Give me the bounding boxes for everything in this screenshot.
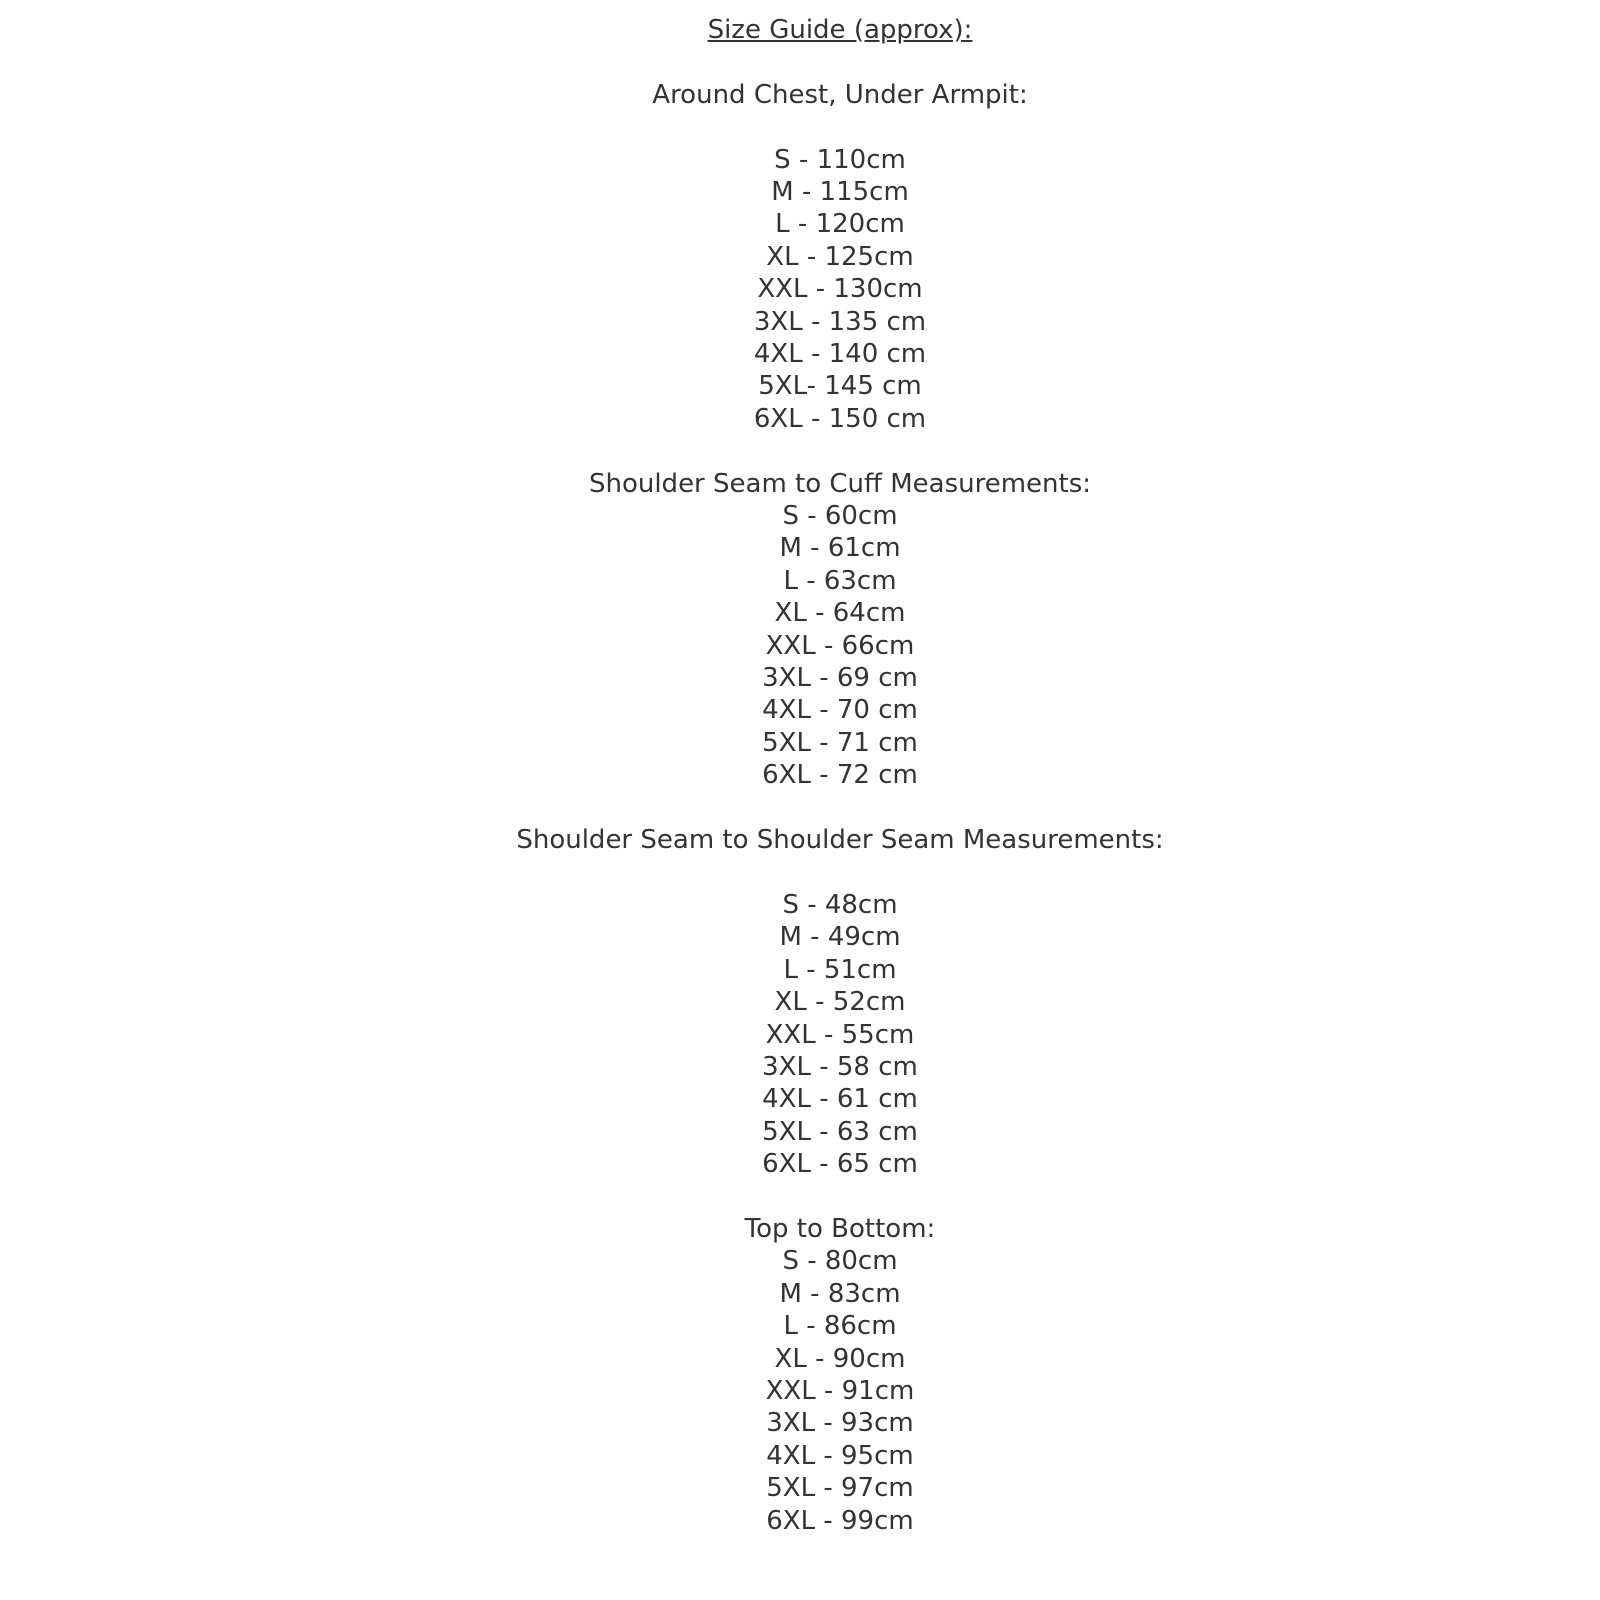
size-section <box>80 468 1600 792</box>
size-line: L - 86cm <box>783 1311 897 1342</box>
size-line: 6XL - 99cm <box>766 1505 914 1536</box>
size-line: XL - 52cm <box>774 987 906 1018</box>
section-heading: Top to Bottom: <box>744 1213 936 1244</box>
size-line: XL - 64cm <box>774 598 906 629</box>
size-line: 4XL - 70 cm <box>762 695 918 726</box>
size-line: 5XL - 71 cm <box>762 727 918 758</box>
size-line: M - 61cm <box>779 533 901 564</box>
size-guide-document <box>80 0 1600 1537</box>
size-line: 3XL - 93cm <box>766 1408 914 1439</box>
size-line: L - 51cm <box>783 954 897 985</box>
size-line: 5XL - 63 cm <box>762 1116 918 1147</box>
section-heading: Around Chest, Under Armpit: <box>652 79 1028 110</box>
size-line: S - 60cm <box>782 501 898 532</box>
size-line: M - 49cm <box>779 922 901 953</box>
size-line: 4XL - 95cm <box>766 1440 914 1471</box>
size-line: M - 83cm <box>779 1278 901 1309</box>
size-line: L - 63cm <box>783 565 897 596</box>
size-line: XXL - 55cm <box>765 1019 915 1050</box>
size-line: XXL - 66cm <box>765 630 915 661</box>
size-sections <box>80 79 1600 1537</box>
size-line: S - 80cm <box>782 1246 898 1277</box>
section-heading: Shoulder Seam to Cuff Measurements: <box>588 468 1092 499</box>
section-heading: Shoulder Seam to Shoulder Seam Measurements: <box>516 825 1164 856</box>
size-line: XXL - 130cm <box>757 274 923 305</box>
size-line: XL - 125cm <box>766 241 914 272</box>
size-line: 5XL- 145 cm <box>758 371 922 402</box>
size-line: S - 110cm <box>774 144 906 175</box>
size-line: 5XL - 97cm <box>766 1473 914 1504</box>
size-section <box>80 824 1600 1180</box>
size-line: 6XL - 72 cm <box>762 760 918 791</box>
size-line: 3XL - 69 cm <box>762 663 918 694</box>
size-line: 3XL - 58 cm <box>762 1051 918 1082</box>
size-line: L - 120cm <box>775 209 905 240</box>
size-line: M - 115cm <box>771 177 909 207</box>
size-line: S - 48cm <box>782 889 898 920</box>
size-line: 6XL - 65 cm <box>762 1149 918 1180</box>
size-line: 6XL - 150 cm <box>753 403 927 434</box>
size-line: 4XL - 140 cm <box>753 339 927 370</box>
size-section <box>80 1213 1600 1537</box>
size-line: XXL - 91cm <box>765 1375 915 1406</box>
size-section <box>80 79 1600 435</box>
size-line: 4XL - 61 cm <box>762 1084 918 1115</box>
size-line: 3XL - 135 cm <box>753 306 927 337</box>
page-title: Size Guide (approx): <box>707 15 973 45</box>
size-line: XL - 90cm <box>774 1343 906 1374</box>
